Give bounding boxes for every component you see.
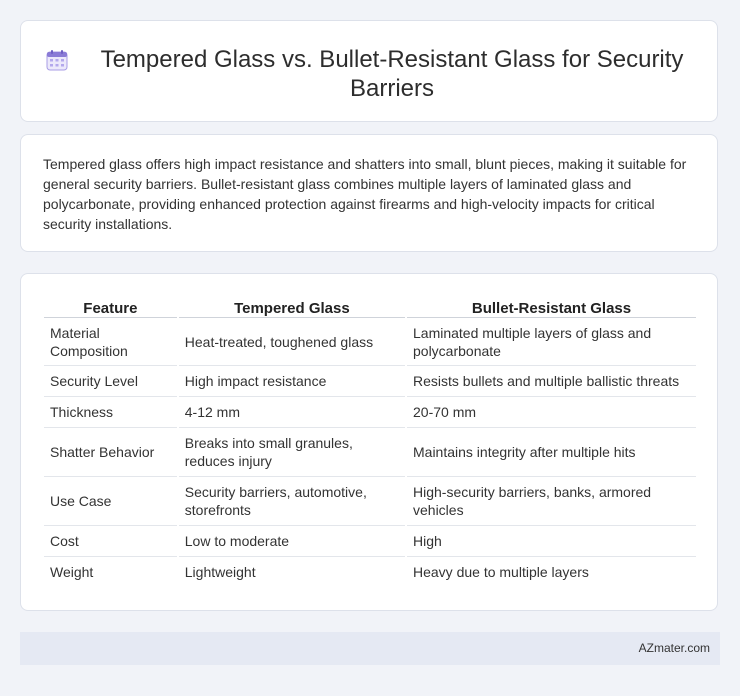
header-tempered-glass: Tempered Glass [179,295,405,318]
table-row [44,318,696,366]
footer-site-link[interactable]: AZmater.com [638,641,710,655]
tempered-cell: Low to moderate [179,526,405,557]
bullet-resistant-cell: High [407,526,696,557]
tempered-cell: High impact resistance [179,366,405,397]
bullet-resistant-cell: High-security barriers, banks, armored vehicles [407,477,696,526]
comparison-card [20,273,718,611]
tempered-cell: 4-12 mm [179,397,405,428]
table-row [44,557,696,587]
tempered-cell: Breaks into small granules, reduces injury [179,428,405,477]
table-row [44,397,696,428]
bullet-resistant-cell: Maintains integrity after multiple hits [407,428,696,477]
tempered-cell: Heat-treated, toughened glass [179,318,405,366]
table-row [44,526,696,557]
table-header-row [44,295,696,318]
summary-text: Tempered glass offers high impact resistance and shatters into small, blunt pieces, making it suitable for general security barriers. Bullet-resistant glass combines multiple layers of laminated glass and polycarbonate, providing enhanced protection against firearms and high-velocity impacts for critical security installations. [43,156,687,232]
tempered-cell: Security barriers, automotive, storefronts [179,477,405,526]
table-row [44,366,696,397]
table-row [44,428,696,477]
calendar-icon [46,49,68,71]
feature-cell: Cost [44,526,177,557]
bullet-resistant-cell: Resists bullets and multiple ballistic threats [407,366,696,397]
bullet-resistant-cell: Laminated multiple layers of glass and polycarbonate [407,318,696,366]
bullet-resistant-cell: Heavy due to multiple layers [413,564,589,580]
table-row [44,477,696,526]
feature-cell: Security Level [44,366,177,397]
feature-cell: Use Case [44,477,177,526]
title-row [21,21,717,103]
title-card [20,20,718,122]
summary-card [20,134,718,252]
page-title: Tempered Glass vs. Bullet-Resistant Glass for Security Barriers [100,46,684,102]
feature-cell: Thickness [44,397,177,428]
header-bullet-resistant-glass: Bullet-Resistant Glass [407,295,696,318]
feature-cell: Weight [50,564,94,580]
feature-cell: Shatter Behavior [44,428,177,477]
tempered-cell: Lightweight [184,564,256,580]
footer-bar [20,632,720,665]
header-feature: Feature [44,295,177,318]
comparison-table [42,295,698,587]
bullet-resistant-cell: 20-70 mm [407,397,696,428]
feature-cell: Material Composition [44,318,177,366]
